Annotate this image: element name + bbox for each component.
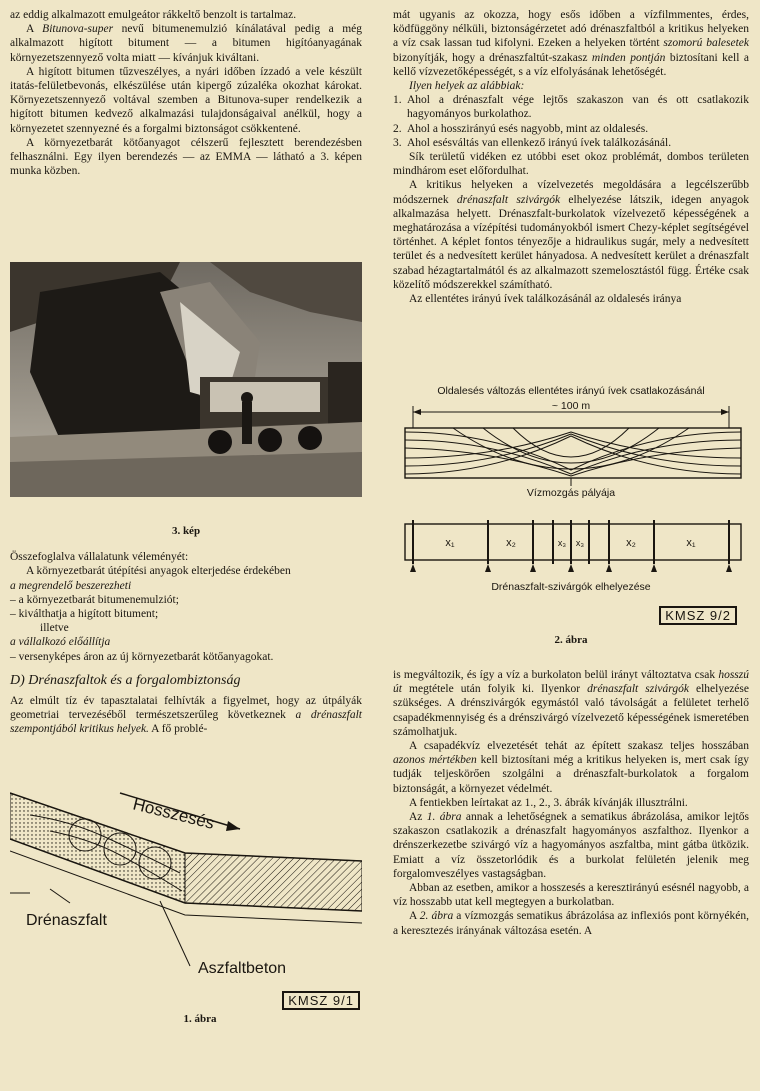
paragraph: A csapadékvíz elvezetését tehát az épített szakasz teljes hosszában azonos mértékben kell biztosítani még a kritikus helyeken is, mert csak így tudják teljeskörően szolgálni a drénaszfalt-burkolatok a forgalom biztonságát, a környezet védelmét. xyxy=(393,740,749,795)
section-title: D) Drénaszfaltok és a forgalombiztonság xyxy=(10,672,241,688)
paragraph: Abban az esetben, amikor a hosszesés a keresztirányú esésnél nagyobb, a víz hosszabb utat kell megtegyen a burkolatban. xyxy=(393,882,749,909)
paragraph: mát ugyanis az okozza, hogy esős időben a vízfilmmentes, érdes, ködfüggöny nélküli, biztonságérzetet adó drénaszfaltból a kritikus helyeken a víz csak lassan tud kifolyni. Ezeken a helyeken történt szomorú balesetek bizonyítják, hogy a drénaszfaltút-szakasz minden pontján biztosítani kell a kellő vízvezetőképességét, s a víz elfolyásának lehetőségét. xyxy=(393,9,749,78)
figure-2-caption: 2. ábra xyxy=(554,634,588,646)
list-item: – a környezetbarát bitumenemulziót; xyxy=(10,593,179,606)
paragraph: Az ellentétes irányú ívek találkozásánál az oldalesés iránya xyxy=(409,293,682,306)
right-column-lower xyxy=(393,668,749,938)
list-item: 2. Ahol a hosszirányú esés nagyobb, mint az oldalesés. xyxy=(393,122,649,135)
orderer-label: a megrendelő beszerezheti xyxy=(10,579,132,592)
paragraph: A kritikus helyeken a vízelvezetés megoldására a legcélszerűbb módszernek drénaszfalt szivárgók elhelyezése látszik, idegen anyagok alkalmazása helyett. Drénaszfalt-burkolatok vízelvezető képességének a meghatározása a vízépítési tudományokból ismert Chezy-képlet segítségével történhet. A képlet fontos tényezője a hidraulikus sugár, mely a nedvesített terület és a nedvesített kerület hányadosa. A nedvesített kerület a drénaszfalt szabad hézagtartalmától és az alkalmazott szemelosztástól függ. Értéke csak közelítő módszerekkel számítható. xyxy=(393,179,749,291)
figure-1-drawing xyxy=(10,781,362,1021)
paragraph: A 2. ábra a vízmozgás sematikus ábrázolása az inflexiós pont környékén, a keresztezés irányának változása esetén. A xyxy=(393,910,749,937)
flow-label: Vízmozgás pályája xyxy=(526,487,616,499)
paragraph: A Bitunova-super nevű bitumenemulzió kínálatával pedig a még alkalmazott higított bitument — a bitumen higítóanyagának környezetszennyező volta miatt — kívánjuk kiváltani. xyxy=(10,23,362,64)
paragraph: is megváltozik, és így a víz a burkolaton belül irányt változtatva csak hosszú út megtétele után folyik ki. Ilyenkor drénaszfalt szivárgók elhelyezése szükséges. A drénszivárgók egymástól való távolságát a felületet terhelő csapadékmennyiség és a drénszivárgó vízelvezető képességének ismeretében számolhatjuk. xyxy=(393,669,749,738)
segment-label: x₃ xyxy=(575,538,585,548)
photo-3 xyxy=(10,262,362,497)
right-column xyxy=(393,8,749,306)
paragraph: Az elmúlt tíz év tapasztalatai felhívták a figyelmet, hogy az útpályák geometriai tervezéséből természetszerűleg következnek a drénaszfalt szempontjából kritikus helyek. A fő problé- xyxy=(10,695,362,736)
figure-1-caption: 1. ábra xyxy=(183,1013,217,1025)
left-column xyxy=(10,8,362,178)
figure-2-title: Oldalesés változás ellentétes irányú ívek csatlakozásánál xyxy=(437,385,705,397)
figure-2-tag: KMSZ 9/2 xyxy=(659,606,737,625)
paragraph: A környezetbarát kötőanyagot célszerű fejlesztett berendezésben felhasználni. Egy ilyen berendezés — az EMMA — látható a 3. képen munka közben. xyxy=(10,136,362,178)
places-intro: Ilyen helyek az alábbiak: xyxy=(409,80,525,93)
label-hosszeses: Hosszesés xyxy=(131,794,217,833)
paragraph: A környezetbarát útépítési anyagok elterjedése érdekében xyxy=(26,565,291,578)
paragraph: Sík területű vidéken ez utóbbi eset okoz problémát, dombos területen mindhárom eset előfordulhat. xyxy=(393,151,749,178)
illetve-text: illetve xyxy=(40,622,69,635)
figure-2 xyxy=(393,370,749,652)
figure-1-tag: KMSZ 9/1 xyxy=(282,991,360,1010)
distance-label: ~ 100 m xyxy=(551,400,591,412)
label-drenaszfalt: Drénaszfalt xyxy=(26,912,107,929)
list-item: 1. Ahol a drénaszfalt vége lejtős szakaszon van és ott csatlakozik hagyományos burkolathoz. xyxy=(393,94,749,121)
paragraph: A higított bitumen tűzveszélyes, a nyári időben ízzadó a vele készült itatás-felületbevonás, elkészülése után kipergő zúzaléka okozhat károkat. Környezetszennyező voltával szemben a Bitunova-super rendelkezik a higított bitumen kedvező alkalmazási tulajdonságaival anélkül, hogy a környezetet szennyezné és a forgalmi biztonságot csökkentené. xyxy=(10,65,362,135)
paragraph: Összefoglalva vállalatunk véleményét: xyxy=(10,551,189,564)
segment-label: x₁ xyxy=(686,537,696,549)
list-item: – versenyképes áron az új környezetbarát kötőanyagokat. xyxy=(10,650,274,663)
segment-label: x₂ xyxy=(506,537,516,549)
photo-caption: 3. kép xyxy=(171,525,201,537)
contractor-label: a vállalkozó előállítja xyxy=(10,636,111,649)
paragraph: A fentiekben leírtakat az 1., 2., 3. ábrák kívánják illusztrálni. xyxy=(409,796,688,809)
left-column-lower xyxy=(10,524,362,737)
bottom-label: Drénaszfalt-szivárgók elhelyezése xyxy=(491,581,651,593)
segment-label: x₃ xyxy=(557,538,567,548)
label-aszfaltbeton: Aszfaltbeton xyxy=(198,960,287,977)
list-item: 3. Ahol esésváltás van ellenkező irányú ívek találkozásánál. xyxy=(393,136,672,149)
paragraph: Az 1. ábra annak a lehetőségnek a sematikus ábrázolása, amikor lejtős szakaszon csatlakozik a drénaszfalt hagyományos aszfalthoz. Ilyenkor a drénszerkezetbe szivárgó víz a hagyományos aszfaltba, mint gátba ütközik. Emiatt a víz összetorlódik és a burkolat felületén jelenik meg forgalomveszélyes vastagságban. xyxy=(393,811,749,880)
segment-label: x₂ xyxy=(626,537,636,549)
paragraph: az eddig alkalmazott emulgeátor rákkeltő benzolt is tartalmaz. xyxy=(10,9,297,21)
photo-illustration xyxy=(10,262,362,497)
figure-1 xyxy=(10,781,362,1025)
segment-label: x₁ xyxy=(445,537,455,549)
list-item: – kiválthatja a higított bitument; xyxy=(10,608,159,621)
